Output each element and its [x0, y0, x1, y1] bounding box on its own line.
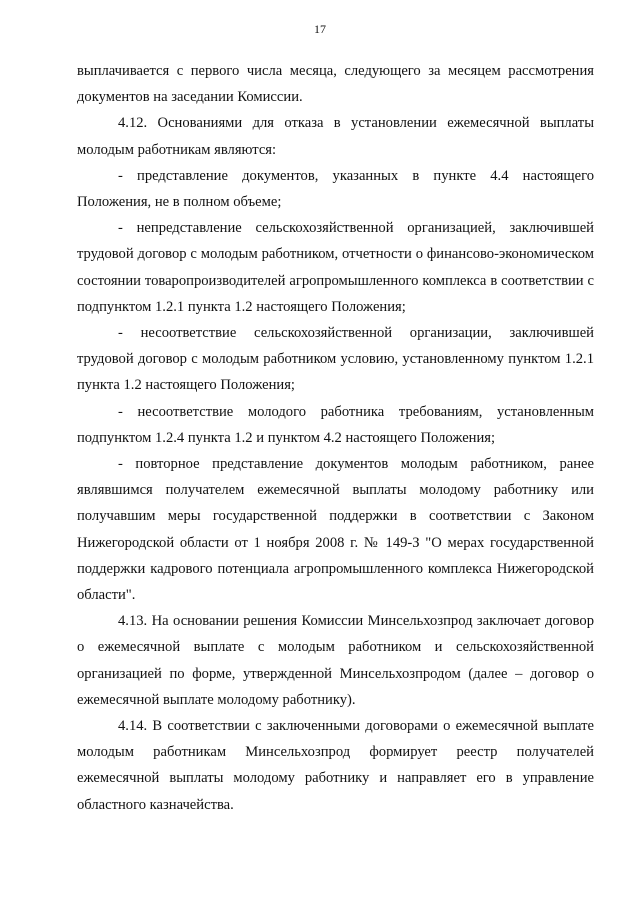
list-item-repeat-submission: - повторное представление документов молодым работником, ранее являвшимся получателем ежемесячной выплаты молодому работнику или получавшим меры государственной поддержки в соответствии с Законом Нижегородской области от 1 ноября 2008 г. № 149-З "О мерах государственной поддержки кадрового потенциала агропромышленного комплекса Нижегородской области". — [77, 456, 594, 604]
page-number: 17 — [314, 22, 326, 36]
list-item-worker-mismatch: - несоответствие молодого работника требованиям, установленным подпунктом 1.2.4 пункта 1.2 и пунктом 4.2 настоящего Положения; — [77, 403, 594, 446]
document-body — [77, 58, 594, 818]
paragraph-4-13: 4.13. На основании решения Комиссии Минсельхозпрод заключает договор о ежемесячной выплате с молодым работником и сельскохозяйственной организацией по форме, утвержденной Минсельхозпродом (далее – договор о ежемесячной выплате молодому работнику). — [77, 613, 594, 708]
paragraph-continuation: выплачивается с первого числа месяца, следующего за месяцем рассмотрения документов на заседании Комиссии. — [77, 63, 594, 106]
paragraph-4-12: 4.12. Основаниями для отказа в установлении ежемесячной выплаты молодым работникам являются: — [77, 115, 594, 158]
list-item-documents-incomplete: - представление документов, указанных в пункте 4.4 настоящего Положения, не в полном объеме; — [77, 167, 594, 211]
paragraph-4-14: 4.14. В соответствии с заключенными договорами о ежемесячной выплате молодым работникам Минсельхозпрод формирует реестр получателей ежемесячной выплаты молодому работнику и направляет его в управление областного казначейства. — [77, 718, 594, 813]
list-item-no-reporting: - непредставление сельскохозяйственной организацией, заключившей трудовой договор с молодым работником, отчетности о финансово-экономическом состоянии товаропроизводителей агропромышленного комплекса в соответствии с подпунктом 1.2.1 пункта 1.2 настоящего Положения; — [77, 220, 594, 315]
list-item-organization-mismatch: - несоответствие сельскохозяйственной организации, заключившей трудовой договор с молодым работником условию, установленному пунктом 1.2.1 пункта 1.2 настоящего Положения; — [77, 325, 594, 394]
